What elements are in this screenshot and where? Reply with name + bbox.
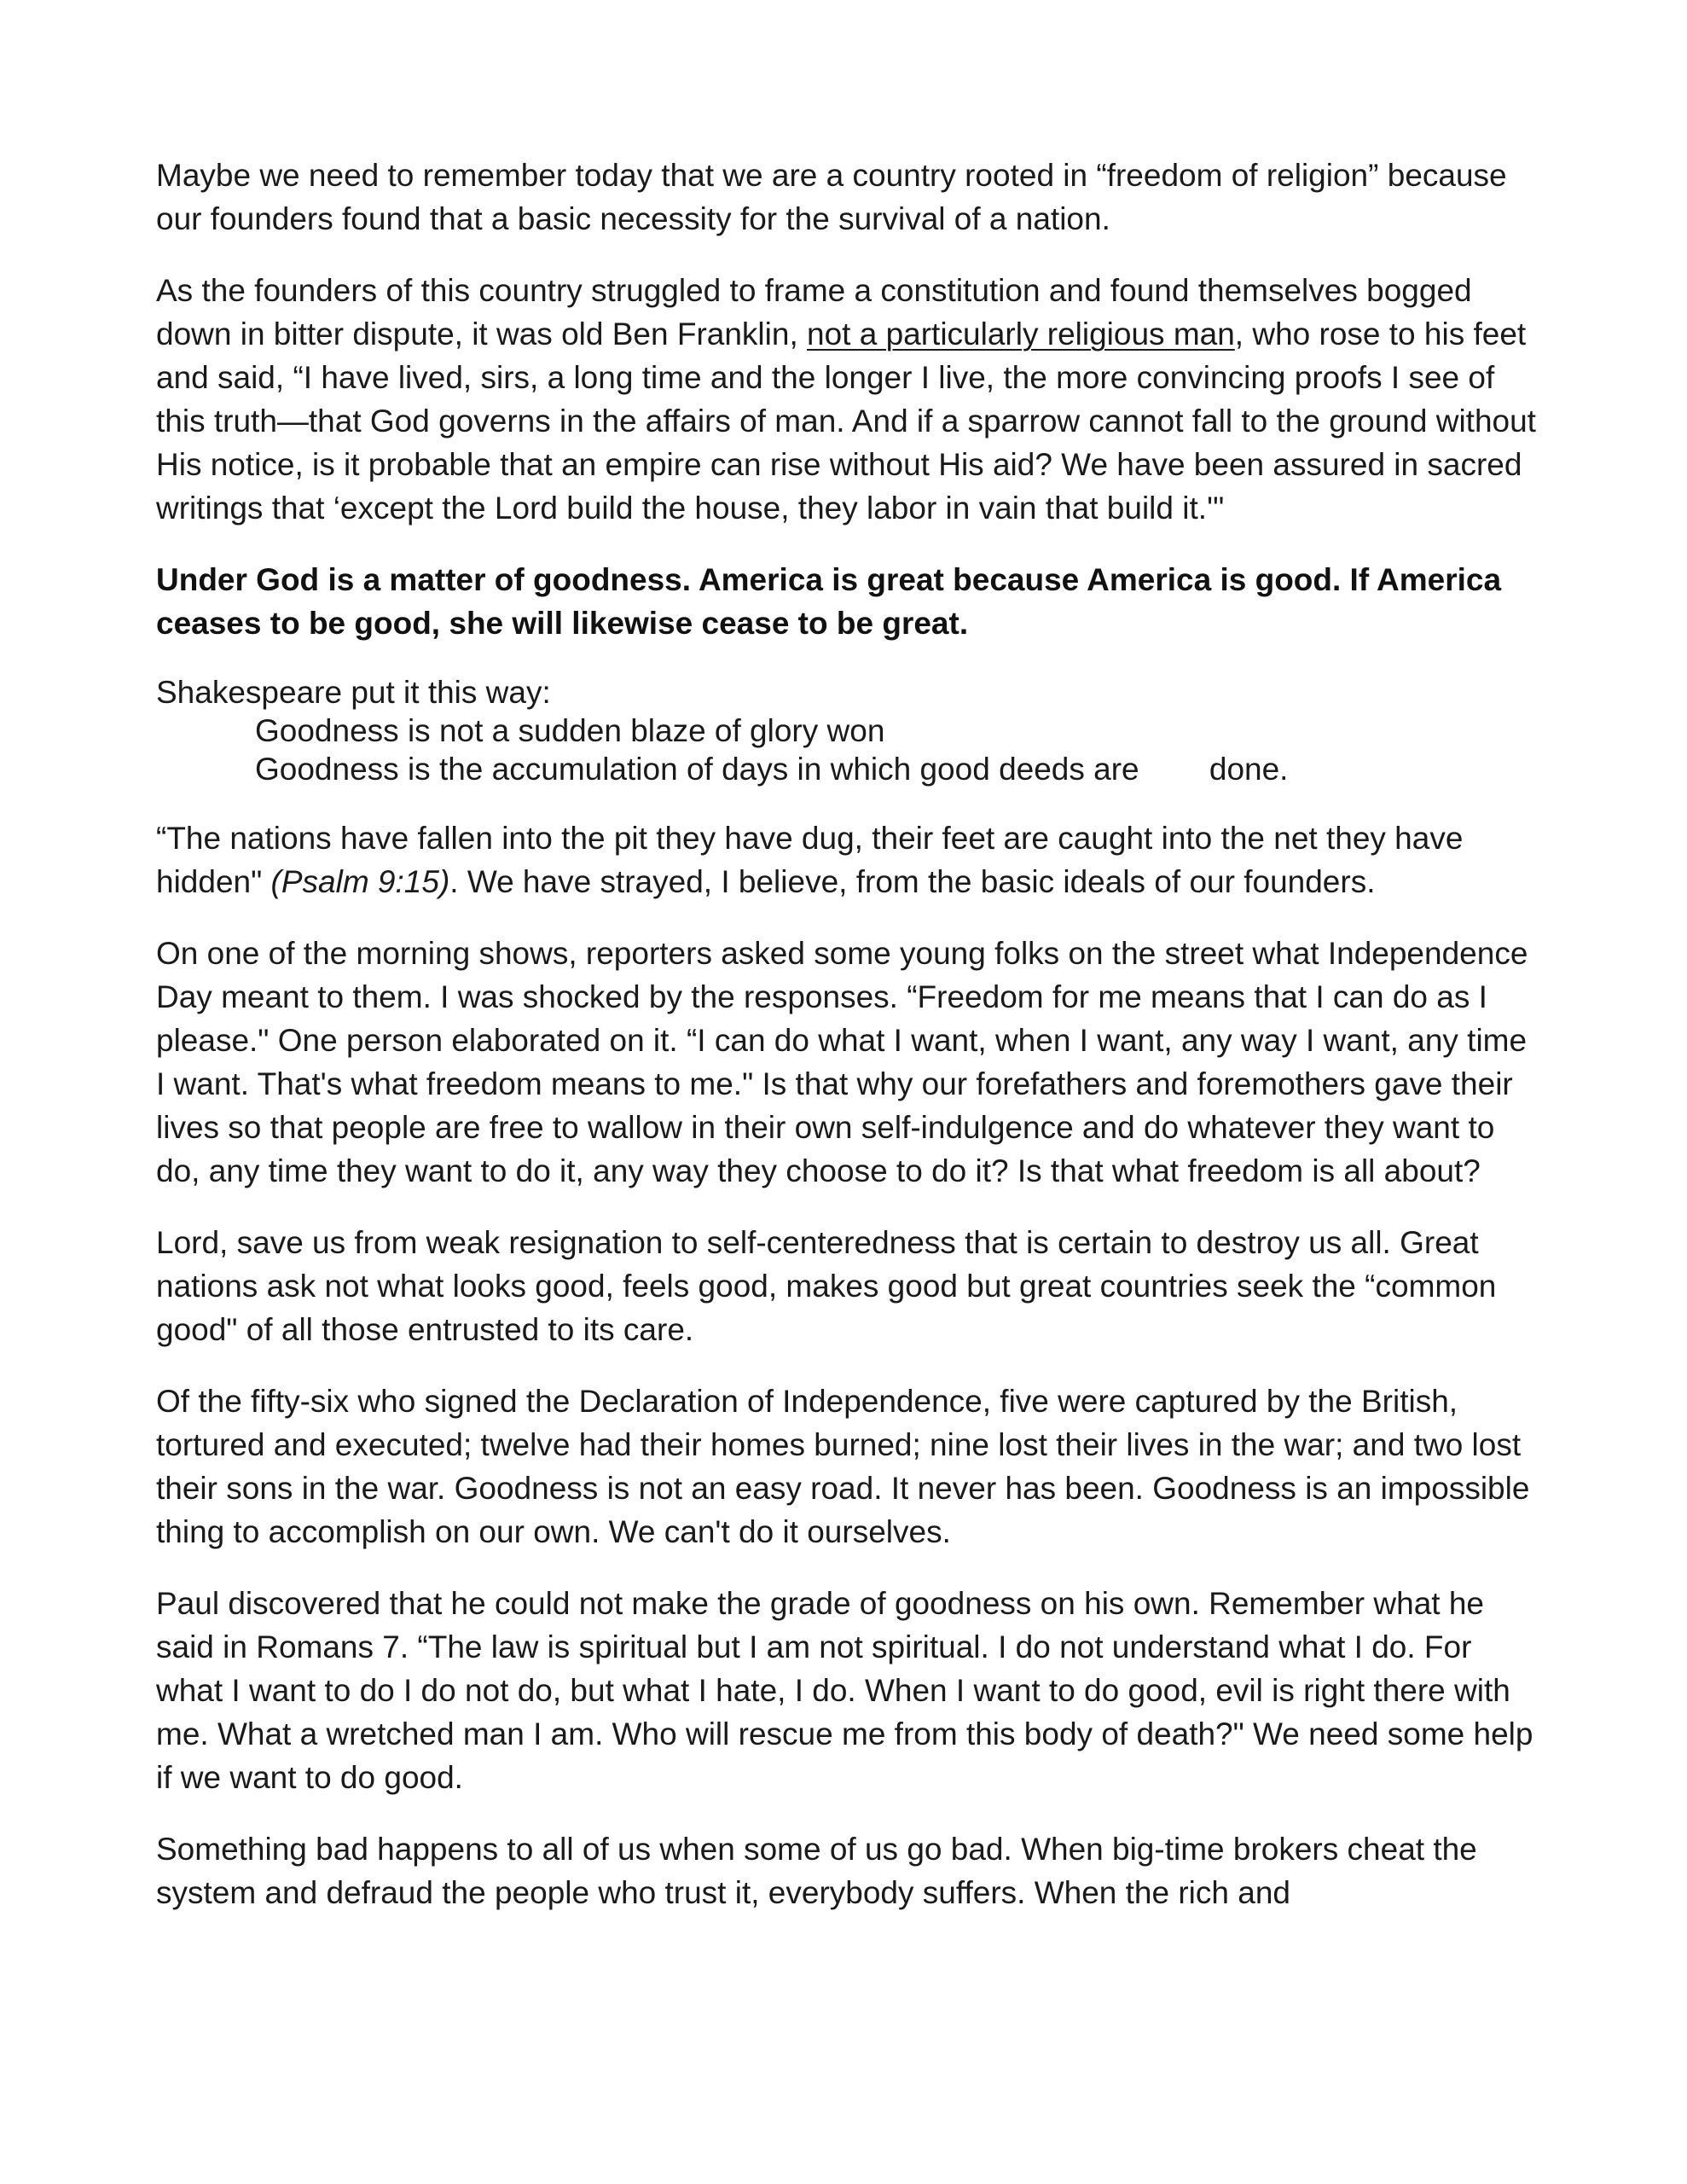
paragraph-freedom-of-religion: Maybe we need to remember today that we are a country rooted in “freedom of religion” because our founders found that a basic necessity for the survival of a nation. xyxy=(156,158,1507,236)
franklin-text-before: As the founders of this country struggled to frame a constitution and found themselves bogged down in bitter dispute, it was old Ben Franklin, xyxy=(156,273,1472,351)
franklin-quote: , who rose to his feet and said, “I have lived, sirs, a long time and the longer I live, the more convincing proofs I see of this truth—that God governs in the affairs of man. And if a sparrow cannot fall to the ground without His notice, is it probable that an empire can rise without His aid? We have been assured in sacred writings that ‘except the Lord build the house, they labor in vain that build it.'" xyxy=(156,317,1536,526)
paragraph-romans-7: Paul discovered that he could not make the grade of goodness on his own. Remember what he said in Romans 7. “The law is spiritual but I am not spiritual. I do not understand what I do. For what I want to do I do not do, but what I hate, I do. When I want to do good, evil is right there with me. What a wretched man I am. Who will rescue me from this body of death?" We need some help if we want to do good. xyxy=(156,1586,1533,1795)
paragraph-independence-day: On one of the morning shows, reporters asked some young folks on the street what Independence Day meant to them. I was shocked by the responses. “Freedom for me means that I can do as I please." One person elaborated on it. “I can do what I want, when I want, any way I want, any time I want. That's what freedom means to me." Is that why our forefathers and foremothers gave their lives so that people are free to wallow in their own self-indulgence and do whatever they want to do, any time they want to do it, any way they choose to do it? Is that what freedom is all about? xyxy=(156,936,1528,1188)
psalm-text-after: . We have strayed, I believe, from the basic ideals of our founders. xyxy=(449,864,1376,899)
underlined-phrase: not a particularly religious man xyxy=(807,317,1235,351)
quote-line-1: Goodness is not a sudden blaze of glory won xyxy=(255,713,885,748)
paragraph-psalm xyxy=(156,816,1538,903)
quote-line-2: Goodness is the accumulation of days in which good deeds are done. xyxy=(255,752,1289,787)
document-body xyxy=(156,154,1538,1943)
psalm-citation: (Psalm 9:15) xyxy=(270,864,450,899)
psalm-quote: “The nations have fallen into the pit they have dug, their feet are caught into the net they have hidden" xyxy=(156,821,1464,899)
paragraph-signers: Of the fifty-six who signed the Declaration of Independence, five were captured by the British, tortured and executed; twelve had their homes burned; nine lost their lives in the war; and two lost their sons in the war. Goodness is not an easy road. It never has been. Goodness is an impossible thing to accomplish on our own. We can't do it ourselves. xyxy=(156,1384,1530,1549)
shakespeare-quote xyxy=(156,712,1538,788)
paragraph-common-good: Lord, save us from weak resignation to self-centeredness that is certain to destroy us all. Great nations ask not what looks good, feels good, makes good but great countries seek the “common good" of all those entrusted to its care. xyxy=(156,1225,1497,1347)
paragraph-ben-franklin xyxy=(156,269,1538,530)
shakespeare-intro: Shakespeare put it this way: xyxy=(156,675,551,710)
bold-statement-goodness: Under God is a matter of goodness. America is great because America is good. If America ceases to be good, she will likewise cease to be great. xyxy=(156,562,1502,641)
paragraph-something-bad: Something bad happens to all of us when some of us go bad. When big-time brokers cheat the system and defraud the people who trust it, everybody suffers. When the rich and xyxy=(156,1832,1477,1910)
